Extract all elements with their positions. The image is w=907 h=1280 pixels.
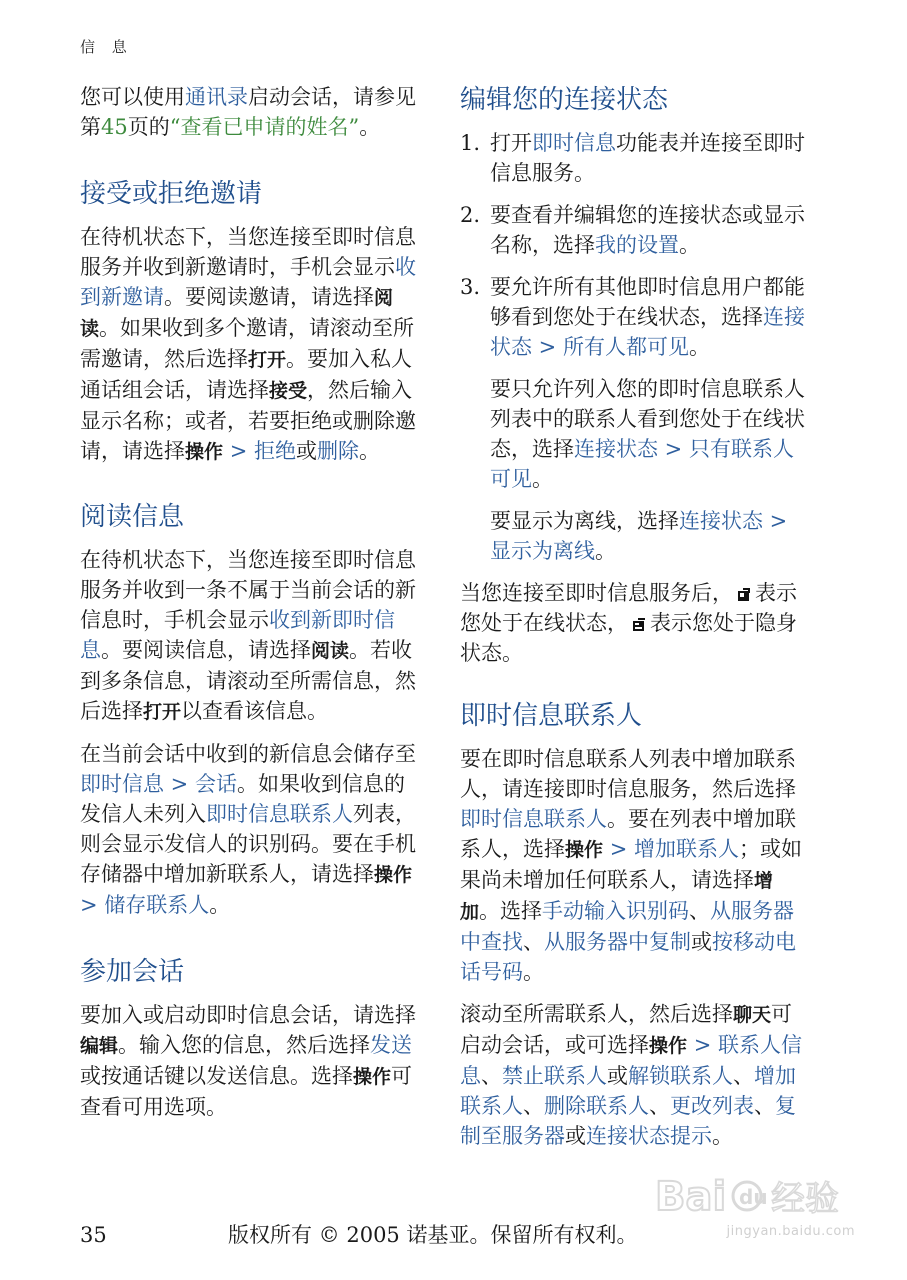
left-column (80, 82, 420, 1134)
baidu-logo-icon (655, 1166, 855, 1226)
key-open: 打开 (143, 701, 182, 723)
menu-appear-offline: 显示为离线 (490, 539, 595, 563)
menu-availability-alerts: 连接状态提示 (586, 1124, 712, 1148)
menu-unblock-contact: 解锁联系人 (628, 1064, 733, 1088)
key-options: 操作 (185, 441, 224, 463)
key-write: 编辑 (80, 1035, 119, 1057)
menu-search-from-server: 从服务器中查找 (460, 899, 795, 954)
key-read: 阅读 (80, 287, 394, 340)
status-icons-paragraph: 当您连接至即时信息服务后， 表示您处于在线状态， 表示您处于隐身状态。 (460, 581, 797, 665)
menu-block-contact: 禁止联系人 (502, 1064, 607, 1088)
menu-availability: 连接状态 (679, 509, 763, 533)
key-options: 操作 (353, 1066, 392, 1088)
list-item: 1. 打开即时信息功能表并连接至即时信息服务。 (460, 131, 805, 185)
key-chat: 聊天 (733, 1004, 772, 1026)
key-options: 操作 (649, 1035, 688, 1057)
contacts-paragraph-1: 要在即时信息联系人列表中增加联系人，请连接即时信息服务，然后选择即时信息联系人。要在列表中增加联系人，选择操作 > 增加联系人；或如果尚未增加任何联系人，请选择增加。选择手动输入识别码、从服务器中查找、从服务器中复制或按移动电话号码。 (460, 747, 802, 984)
menu-enter-id-manually: 手动输入识别码 (542, 899, 690, 923)
key-options: 操作 (565, 839, 604, 861)
menu-add-contact: 增加联系人 (460, 1064, 796, 1118)
menu-contact-info: 联系人信息 (460, 1033, 802, 1088)
contacts-paragraph-2: 滚动至所需联系人，然后选择聊天可启动会话，或可选择操作 > 联系人信息、禁止联系人或解锁联系人、增加联系人、删除联系人、更改列表、复制至服务器或连接状态提示。 (460, 1002, 802, 1148)
join-paragraph: 要加入或启动即时信息会话，请选择编辑。输入您的信息，然后选择发送或按通话键以发送信息。选择操作可查看可用选项。 (80, 1003, 416, 1119)
key-accept: 接受 (269, 380, 308, 402)
key-options: 操作 (374, 864, 413, 886)
menu-copy-from-server: 从服务器中复制 (544, 930, 691, 954)
menu-available-to-all: 所有人都可见 (562, 335, 689, 359)
menu-conversations: 会话 (194, 772, 237, 796)
list-item: 2. 要查看并编辑您的连接状态或显示名称，选择我的设置。 (460, 203, 805, 257)
baidu-watermark (655, 1166, 855, 1250)
status-sub-paragraph-2: 要显示为离线，选择连接状态 > 显示为离线。 (490, 509, 788, 563)
menu-add-contact: 增加联系人 (633, 837, 739, 861)
svg-text:经验: 经验 (771, 1179, 839, 1219)
status-steps (460, 128, 805, 362)
heading-accept-invitation: 接受或拒绝邀请 (80, 179, 263, 209)
contacts-link[interactable]: 通讯录 (185, 85, 248, 109)
menu-my-settings: 我的设置 (595, 233, 679, 257)
read-paragraph-2: 在当前会话中收到的新信息会储存至即时信息 > 会话。如果收到信息的发信人未列入即时信息联系人列表，则会显示发信人的识别码。要在手机存储器中增加新联系人，请选择操作 > 储存联系人。 (80, 742, 416, 917)
intro-paragraph: 您可以使用通讯录启动会话，请参见第45页的“查看已申请的姓名”。 (80, 85, 416, 139)
heading-join-conversation: 参加会话 (80, 957, 185, 987)
menu-im-contacts: 即时信息联系人 (460, 807, 607, 831)
watermark-url: jingyan.baidu.com (726, 1224, 855, 1239)
menu-change-list: 更改列表 (670, 1094, 754, 1118)
menu-new-im: 收到新即时信息 (80, 608, 395, 662)
menu-available-to-contacts: 只有联系人可见 (490, 437, 794, 491)
copyright-notice: 版权所有 © 2005 诺基亚。保留所有权利。 (228, 1223, 638, 1247)
svg-text:du: du (739, 1185, 768, 1209)
svg-text:Bai: Bai (655, 1174, 727, 1220)
menu-reject: 拒绝 (253, 439, 296, 463)
online-status-icon (737, 588, 751, 602)
menu-save-contact: 储存联系人 (104, 893, 210, 917)
menu-im: 即时信息 (80, 772, 164, 796)
section-ref-link[interactable]: “查看已申请的姓名” (169, 115, 360, 139)
menu-remove-contact: 删除联系人 (544, 1094, 649, 1118)
key-read: 阅读 (311, 640, 350, 662)
menu-by-mobile-number: 按移动电话号码 (460, 930, 796, 984)
menu-send: 发送 (370, 1033, 413, 1057)
accept-paragraph: 在待机状态下，当您连接至即时信息服务并收到新邀请时，手机会显示收到新邀请。要阅读邀请，请选择阅读。如果收到多个邀请，请滚动至所需邀请，然后选择打开。要加入私人通话组会话，请选择接受，然后输入显示名称；或者，若要拒绝或删除邀请，请选择操作 > 拒绝或删除。 (80, 225, 416, 463)
page-number: 35 (80, 1223, 107, 1247)
heading-edit-status: 编辑您的连接状态 (460, 85, 669, 115)
right-column (460, 82, 805, 1163)
menu-availability: 连接状态 (490, 305, 805, 359)
read-paragraph-1: 在待机状态下，当您连接至即时信息服务并收到一条不属于当前会话的新信息时，手机会显示收到新即时信息。要阅读信息，请选择阅读。若收到多条信息，请滚动至所需信息，然后选择打开以查看该信息。 (80, 548, 416, 723)
menu-delete: 删除 (316, 439, 359, 463)
list-item: 3. 要允许所有其他即时信息用户都能够看到您处于在线状态，选择连接状态 > 所有人都可见。 (460, 275, 805, 359)
status-sub-paragraph-1: 要只允许列入您的即时信息联系人列表中的联系人看到您处于在线状态，选择连接状态 > 只有联系人可见。 (490, 377, 805, 491)
heading-read-messages: 阅读信息 (80, 502, 185, 532)
menu-im: 即时信息 (532, 131, 616, 155)
menu-im-contacts: 即时信息联系人 (206, 802, 353, 826)
key-open: 打开 (248, 349, 287, 371)
menu-copy-to-server: 复制至服务器 (460, 1094, 796, 1148)
page-ref-link[interactable]: 45 (101, 115, 128, 139)
invisible-status-icon (632, 618, 646, 632)
heading-im-contacts: 即时信息联系人 (460, 701, 643, 731)
menu-received-invitation: 收到新邀请 (80, 255, 416, 309)
key-add: 增加 (460, 870, 774, 923)
menu-availability: 连接状态 (574, 437, 658, 461)
running-header: 信 息 (80, 38, 133, 56)
